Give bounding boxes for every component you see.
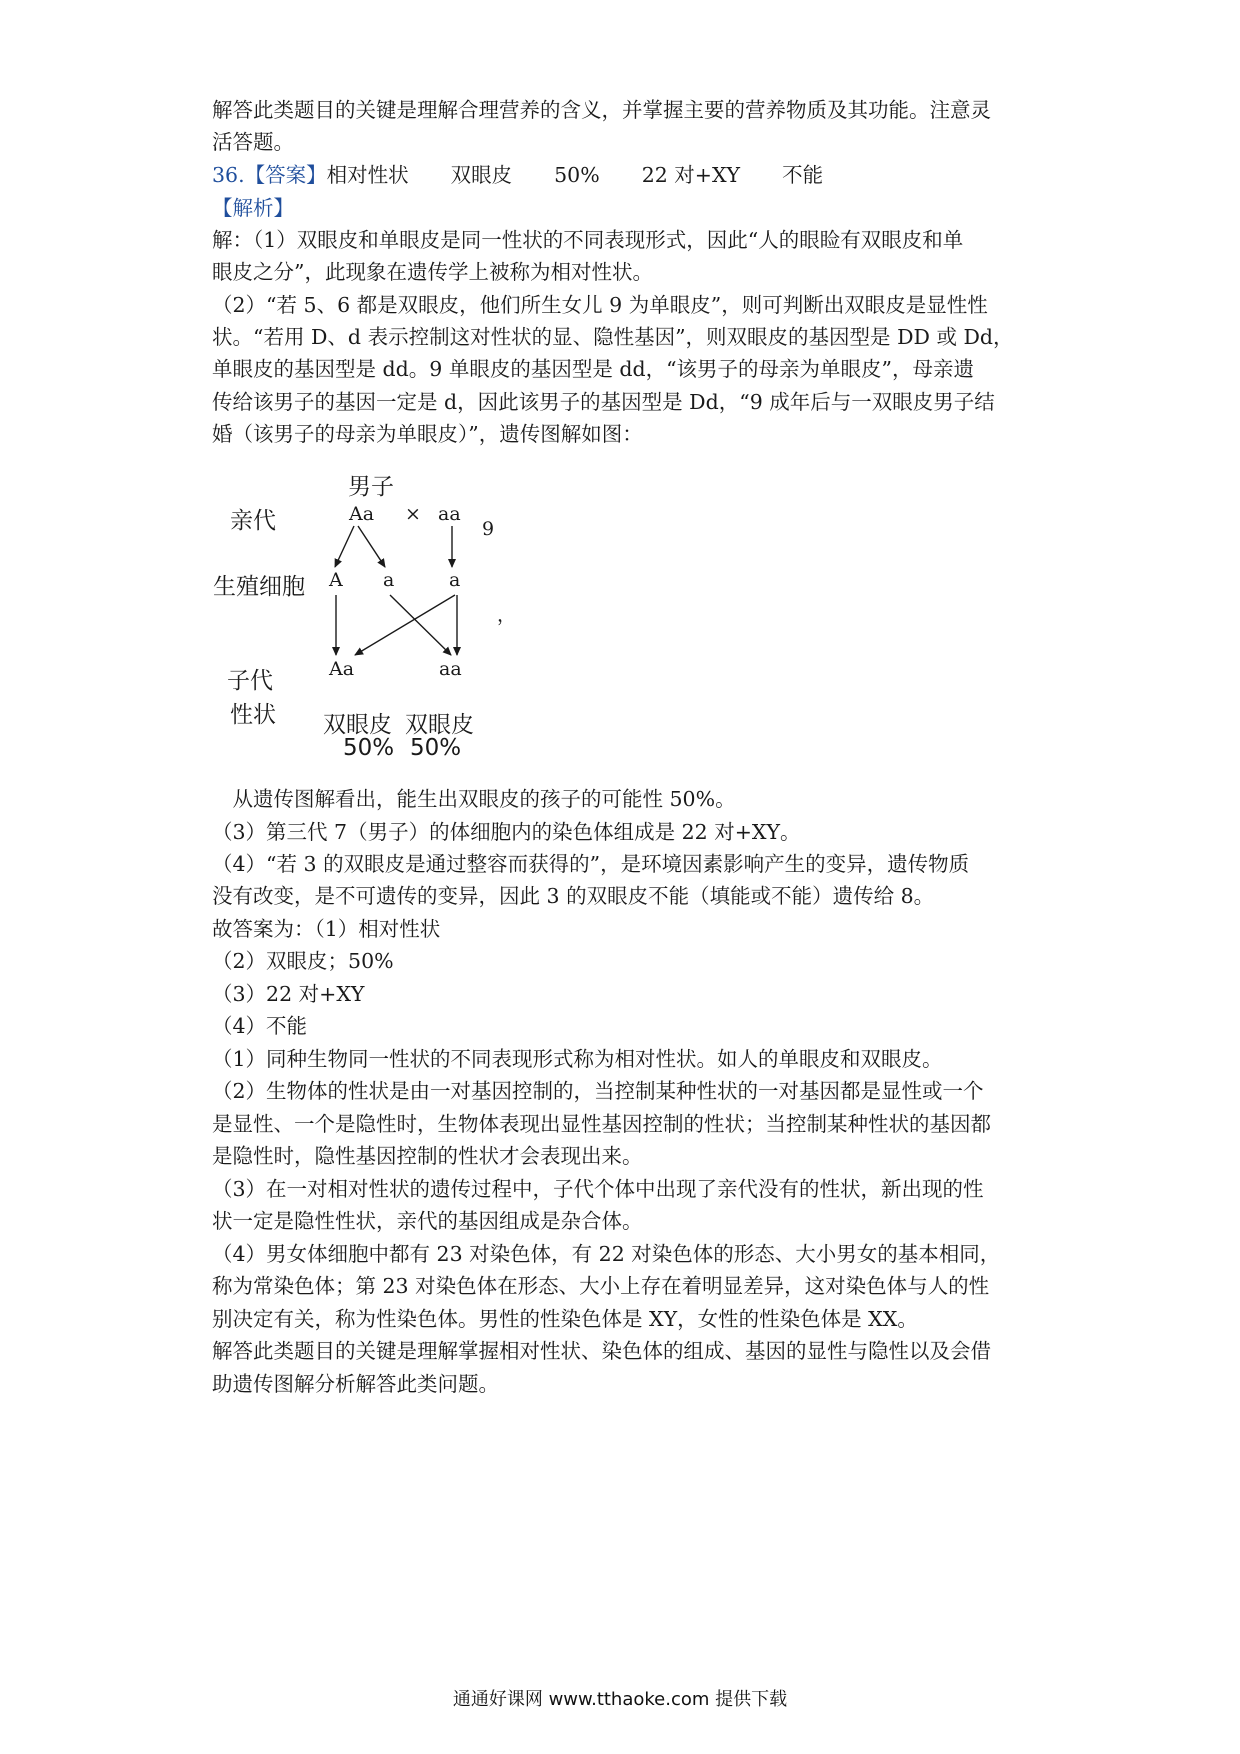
text-line: 从遗传图解看出，能生出双眼皮的孩子的可能性 50%。	[212, 787, 736, 811]
cross-symbol: ×	[405, 503, 421, 525]
text-line: 称为常染色体；第 23 对染色体在形态、大小上存在着明显差异，这对染色体与人的性	[212, 1274, 990, 1298]
text-line: 助遗传图解分析解答此类问题。	[212, 1372, 499, 1396]
answer-item: 22 对+XY	[641, 163, 741, 187]
answer-item: 相对性状	[326, 163, 409, 187]
text-line: 解答此类题目的关键是理解掌握相对性状、染色体的组成、基因的显性与隐性以及会借	[212, 1339, 991, 1363]
row-label-parent: 亲代	[230, 508, 276, 534]
text-line: 是显性、一个是隐性时，生物体表现出显性基因控制的性状；当控制某种性状的基因都	[212, 1112, 991, 1136]
text-line: （3）在一对相对性状的遗传过程中，子代个体中出现了亲代没有的性状，新出现的性	[212, 1177, 984, 1201]
child-genotype: aa	[439, 658, 462, 680]
child-trait: 双眼皮	[405, 712, 474, 738]
parent-genotype-female: aa	[438, 503, 461, 525]
analysis-tag: 【解析】	[212, 196, 294, 220]
text-line: 状。“若用 D、d 表示控制这对性状的显、隐性基因”，则双眼皮的基因型是 DD 或 Dd，	[212, 325, 1014, 349]
diagram-arrows	[205, 462, 535, 782]
child-genotype: Aa	[329, 658, 355, 680]
text-line: （4）“若 3 的双眼皮是通过整容而获得的”，是环境因素影响产生的变异，遗传物质	[212, 852, 970, 876]
text-line: 眼皮之分”，此现象在遗传学上被称为相对性状。	[212, 260, 653, 284]
text-line: （4）男女体细胞中都有 23 对染色体，有 22 对染色体的形态、大小男女的基本相同，	[212, 1242, 1001, 1266]
text-line: 别决定有关，称为性染色体。男性的性染色体是 XY，女性的性染色体是 XX。	[212, 1307, 918, 1331]
parent-genotype-male: Aa	[349, 503, 375, 525]
text-line: （2）“若 5、6 都是双眼皮，他们所生女儿 9 为单眼皮”，则可判断出双眼皮是显性性	[212, 293, 988, 317]
text-line: 解：（1）双眼皮和单眼皮是同一性状的不同表现形式，因此“人的眼睑有双眼皮和单	[212, 228, 964, 252]
inheritance-diagram	[205, 462, 535, 782]
trailing-comma: ，	[497, 604, 517, 626]
page-footer: 通通好课网 www.tthaoke.com 提供下载	[452, 1689, 788, 1710]
answer-line	[212, 161, 1042, 189]
text-line: 没有改变，是不可遗传的变异，因此 3 的双眼皮不能（填能或不能）遗传给 8。	[212, 884, 935, 908]
text-line: 婚（该男子的母亲为单眼皮）”，遗传图解如图：	[212, 422, 643, 446]
text-line: 是隐性时，隐性基因控制的性状才会表现出来。	[212, 1144, 643, 1168]
gamete: A	[329, 569, 343, 591]
question-number: 36.	[212, 163, 245, 187]
individual-number: 9	[482, 518, 495, 540]
answer-tag: 【答案】	[244, 163, 327, 187]
text-line: （4）不能	[212, 1014, 308, 1038]
row-label-child: 子代	[227, 668, 273, 694]
text-line: （2）双眼皮；50%	[212, 949, 394, 973]
answer-item: 双眼皮	[450, 163, 513, 187]
text-line: （1）同种生物同一性状的不同表现形式称为相对性状。如人的单眼皮和双眼皮。	[212, 1047, 943, 1071]
answer-item: 50%	[554, 163, 600, 187]
text-line: 单眼皮的基因型是 dd。9 单眼皮的基因型是 dd，“该男子的母亲为单眼皮”，母亲遗	[212, 357, 975, 381]
text-line: （2）生物体的性状是由一对基因控制的，当控制某种性状的一对基因都是显性或一个	[212, 1079, 984, 1103]
text-line: 解答此类题目的关键是理解合理营养的含义，并掌握主要的营养物质及其功能。注意灵	[212, 98, 991, 122]
child-trait: 双眼皮	[323, 712, 392, 738]
gamete: a	[383, 569, 395, 591]
child-percent: 50%	[410, 735, 462, 761]
answer-item: 不能	[782, 163, 824, 187]
text-line: 状一定是隐性性状，亲代的基因组成是杂合体。	[212, 1209, 643, 1233]
text-line: 故答案为：（1）相对性状	[212, 917, 441, 941]
text-line: 传给该男子的基因一定是 d，因此该男子的基因型是 Dd，“9 成年后与一双眼皮男子结	[212, 390, 995, 414]
row-label-gamete: 生殖细胞	[213, 574, 305, 600]
arrow-gamete-a2-to-Aa	[355, 595, 455, 655]
arrow-parent-to-gamete-a	[358, 526, 385, 567]
gamete: a	[449, 569, 461, 591]
male-label: 男子	[348, 474, 394, 500]
arrow-parent-to-gamete-A	[335, 526, 354, 567]
child-percent: 50%	[343, 735, 395, 761]
text-line: 活答题。	[212, 130, 294, 154]
text-line: （3）22 对+XY	[212, 982, 365, 1006]
row-label-trait: 性状	[230, 702, 276, 728]
arrow-gamete-a-to-aa	[390, 595, 451, 655]
text-line: （3）第三代 7（男子）的体细胞内的染色体组成是 22 对+XY。	[212, 820, 801, 844]
